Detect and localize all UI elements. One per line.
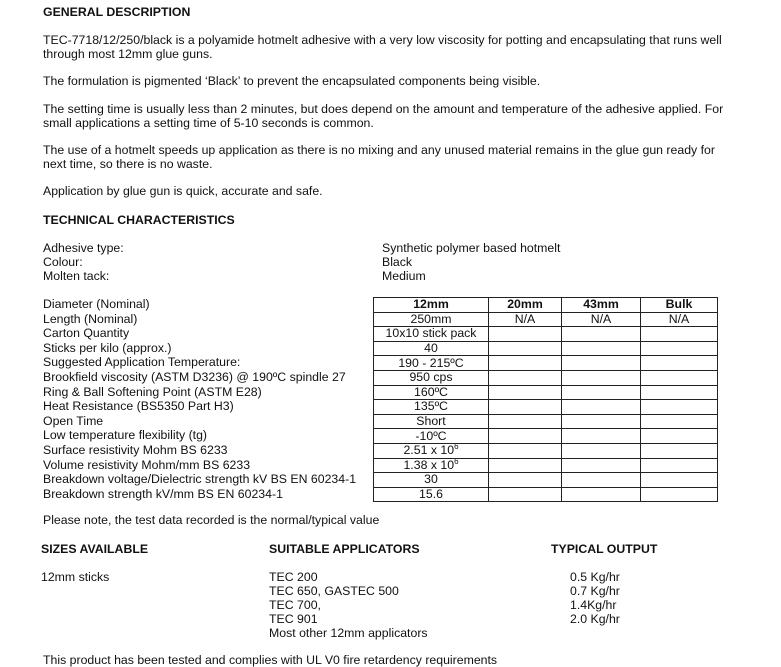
technical-labels (43, 241, 124, 283)
property-row (374, 429, 718, 444)
property-cell-value: 15.6 (419, 487, 443, 502)
exponent: 6 (454, 443, 459, 452)
property-cell (641, 443, 718, 458)
adhesive-type-label: Adhesive type: (43, 241, 124, 255)
property-cell (562, 312, 641, 327)
property-cell (641, 414, 718, 429)
general-paragraph-2: The formulation is pigmented ‘Black’ to prevent the encapsulated components being visible. (43, 74, 541, 88)
property-cell (374, 473, 489, 488)
property-row (374, 443, 718, 458)
property-cell (374, 487, 489, 502)
header-12mm: 12mm (374, 298, 489, 313)
property-labels (43, 297, 356, 501)
property-cell (562, 370, 641, 385)
property-cell-value: 160ºC (414, 385, 448, 399)
property-cell-value: 135ºC (414, 399, 448, 414)
property-cell (489, 312, 562, 327)
adhesive-type-value: Synthetic polymer based hotmelt (382, 241, 561, 255)
property-cell (641, 370, 718, 385)
property-cell-value: 1.38 x 10 (403, 458, 455, 472)
property-label: Diameter (Nominal) (43, 297, 150, 311)
property-cell (374, 400, 489, 415)
applicators-list (269, 570, 428, 640)
property-cell (562, 429, 641, 444)
property-cell (641, 487, 718, 502)
property-label: Breakdown voltage/Dielectric strength kV BS EN 60234-1 (43, 472, 357, 487)
general-description-heading: GENERAL DESCRIPTION (43, 5, 191, 19)
property-cell (562, 341, 641, 356)
test-data-note: Please note, the test data recorded is the normal/typical value (43, 513, 380, 527)
property-cell-value: 40 (424, 341, 438, 356)
header-bulk: Bulk (641, 298, 718, 313)
property-cell (374, 458, 489, 473)
property-cell-value: 950 cps (409, 370, 453, 385)
molten-tack-label: Molten tack: (43, 269, 110, 283)
property-cell (641, 312, 718, 327)
property-cell (562, 443, 641, 458)
property-cell (641, 327, 718, 342)
general-paragraph-5: Application by glue gun is quick, accurate and safe. (43, 184, 323, 198)
property-cell (489, 356, 562, 371)
property-cell (374, 341, 489, 356)
property-cell-value: N/A (668, 312, 690, 326)
output-item: 0.5 Kg/hr (570, 570, 620, 584)
suitable-applicators-heading: SUITABLE APPLICATORS (269, 542, 420, 556)
property-row (374, 458, 718, 473)
property-label: Brookfield viscosity (ASTM D3236) @ 190ºC spindle 27 (43, 369, 346, 384)
property-cell (374, 312, 489, 327)
property-cell (489, 370, 562, 385)
property-cell (374, 327, 489, 342)
property-cell (489, 443, 562, 458)
property-row (374, 327, 718, 342)
output-item: 1.4Kg/hr (570, 598, 617, 612)
header-20mm: 20mm (489, 298, 562, 313)
output-list (570, 570, 620, 626)
sizes-list (41, 570, 109, 584)
property-cell-value: 30 (424, 472, 438, 487)
applicator-item: TEC 650, GASTEC 500 (269, 584, 399, 598)
property-cell (374, 370, 489, 385)
properties-table (373, 297, 718, 502)
property-cell (489, 458, 562, 473)
property-cell (489, 385, 562, 400)
property-label: Carton Quantity (43, 326, 130, 341)
property-label: Length (Nominal) (43, 311, 138, 326)
property-cell (641, 356, 718, 371)
property-row (374, 341, 718, 356)
property-row (374, 356, 718, 371)
property-label: Surface resistivity Mohm BS 6233 (43, 442, 228, 457)
applicator-item: TEC 901 (269, 612, 318, 626)
property-cell (489, 429, 562, 444)
property-cell (489, 487, 562, 502)
property-cell (641, 400, 718, 415)
property-cell-value: 250mm (410, 312, 452, 326)
property-label: Volume resistivity Mohm/mm BS 6233 (43, 457, 251, 472)
colour-value: Black (382, 255, 413, 269)
property-label: Low temperature flexibility (tg) (43, 428, 208, 443)
property-cell (562, 327, 641, 342)
general-paragraph-4: The use of a hotmelt speeds up application as there is no mixing and any unused material remains in the glue gun ready for next time, so there is no waste. (43, 143, 715, 171)
typical-output-heading: TYPICAL OUTPUT (551, 542, 658, 556)
sizes-available-heading: SIZES AVAILABLE (41, 542, 149, 556)
property-row (374, 370, 718, 385)
property-cell-value: N/A (514, 312, 536, 326)
general-paragraph-1: TEC-7718/12/250/black is a polyamide hotmelt adhesive with a very low viscosity for potting and encapsulating that runs well through most 12mm glue guns. (43, 33, 722, 61)
property-cell (562, 385, 641, 400)
property-cell (374, 443, 489, 458)
property-cell (489, 473, 562, 488)
technical-characteristics-heading: TECHNICAL CHARACTERISTICS (43, 213, 235, 227)
property-cell (641, 473, 718, 488)
property-row (374, 414, 718, 429)
property-cell (374, 356, 489, 371)
property-cell (562, 458, 641, 473)
property-label: Ring & Ball Softening Point (ASTM E28) (43, 384, 262, 399)
property-cell (489, 341, 562, 356)
property-cell (641, 341, 718, 356)
property-cell (562, 400, 641, 415)
property-row (374, 385, 718, 400)
molten-tack-value: Medium (382, 269, 426, 283)
property-label: Breakdown strength kV/mm BS EN 60234-1 (43, 486, 283, 501)
property-row (374, 487, 718, 502)
property-cell (489, 327, 562, 342)
general-paragraph-3: The setting time is usually less than 2 minutes, but does depend on the amount and temperature of the adhesive applied. For small applications a setting time of 5-10 seconds is common. (43, 102, 724, 130)
property-cell (641, 385, 718, 400)
property-cell (562, 356, 641, 371)
property-cell (489, 414, 562, 429)
property-row (374, 473, 718, 488)
size-item: 12mm sticks (41, 570, 110, 584)
colour-label: Colour: (43, 255, 83, 269)
applicator-item: TEC 200 (269, 570, 318, 584)
applicator-item: Most other 12mm applicators (269, 626, 428, 640)
properties-header-row (374, 298, 718, 313)
property-label: Sticks per kilo (approx.) (43, 340, 172, 355)
property-cell (374, 429, 489, 444)
property-row (374, 312, 718, 327)
property-row (374, 400, 718, 415)
technical-values (382, 241, 560, 283)
property-cell (641, 429, 718, 444)
property-cell (489, 400, 562, 415)
property-label: Heat Resistance (BS5350 Part H3) (43, 399, 234, 414)
header-43mm: 43mm (562, 298, 641, 313)
property-cell-value: -10ºC (415, 428, 447, 443)
property-cell (374, 414, 489, 429)
property-cell-value: 190 - 215ºC (398, 355, 464, 370)
property-cell (562, 487, 641, 502)
property-cell (641, 458, 718, 473)
applicator-item: TEC 700, (269, 598, 321, 612)
output-item: 2.0 Kg/hr (570, 612, 620, 626)
property-cell-value: 10x10 stick pack (385, 326, 477, 341)
property-cell-value: Short (416, 414, 446, 429)
property-cell-value: 2.51 x 10 (403, 443, 455, 458)
property-label: Open Time (43, 413, 104, 428)
property-cell-value: N/A (590, 312, 612, 326)
compliance-footer: This product has been tested and complies with UL V0 fire retardency requirements (43, 653, 498, 667)
property-label: Suggested Application Temperature: (43, 355, 241, 370)
property-cell (562, 473, 641, 488)
property-cell (562, 414, 641, 429)
property-cell (374, 385, 489, 400)
exponent: 6 (454, 458, 459, 466)
output-item: 0.7 Kg/hr (570, 584, 620, 598)
